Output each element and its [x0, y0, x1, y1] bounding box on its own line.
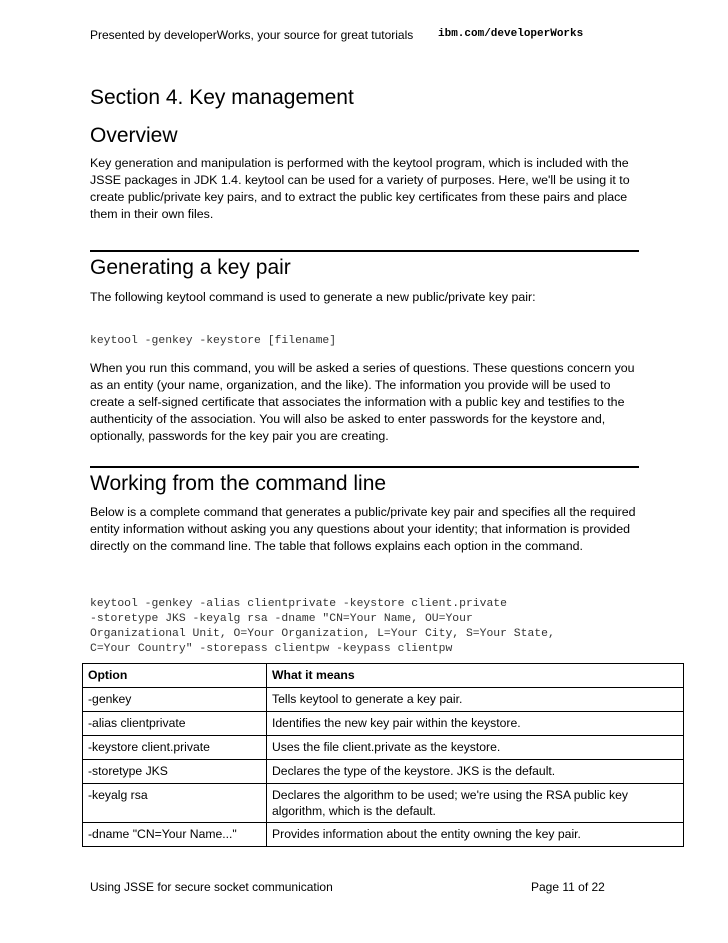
option-cell: -alias clientprivate — [83, 712, 267, 736]
table-header-cell: Option — [83, 664, 267, 688]
full-command-code-block: keytool -genkey -alias clientprivate -keystore client.private -storetype JKS -keyalg rsa -dname "CN=Your Name, OU=Your Organizational Unit, O=Your Organization, L=Your City, S=Your State, C=Your Country" -storepass clientpw -keypass clientpw — [90, 598, 555, 655]
meaning-cell: Provides information about the entity owning the key pair. — [267, 823, 684, 847]
option-cell: -storetype JKS — [83, 760, 267, 784]
option-cell: -genkey — [83, 688, 267, 712]
table-header-row — [83, 664, 684, 688]
table-row — [83, 688, 684, 712]
meaning-cell: Identifies the new key pair within the keystore. — [267, 712, 684, 736]
header-left-text: Presented by developerWorks, your source for great tutorials — [90, 28, 414, 42]
section-divider-2 — [90, 466, 639, 468]
table-row — [83, 760, 684, 784]
section-divider-1 — [90, 250, 639, 252]
table-row — [83, 784, 684, 823]
overview-paragraph: Key generation and manipulation is performed with the keytool program, which is included with the JSSE packages in JDK 1.4. keytool can be used for a variety of purposes. Here, we'll be using it to create public/private key pairs, and to extract the public key certificates from these pairs and place them in their own files. — [90, 156, 630, 221]
generating-intro: The following keytool command is used to generate a new public/private key pair: — [90, 290, 536, 304]
meaning-cell: Tells keytool to generate a key pair. — [267, 688, 684, 712]
section-title: Section 4. Key management — [90, 86, 354, 109]
generating-heading: Generating a key pair — [90, 256, 291, 279]
table-row — [83, 736, 684, 760]
generating-paragraph: When you run this command, you will be asked a series of questions. These questions concern you as an entity (your name, organization, and the like). The information you provide will be used to create a self-signed certificate that associates the information with a public key and testifies to the authenticity of the association. You will also be asked to enter passwords for the keystore and, optionally, passwords for the key pair you are creating. — [90, 361, 635, 443]
overview-heading: Overview — [90, 124, 178, 147]
table-row — [83, 712, 684, 736]
header-right-link[interactable]: ibm.com/developerWorks — [438, 28, 584, 40]
option-cell: -keyalg rsa — [83, 784, 267, 823]
options-table — [82, 663, 684, 847]
meaning-cell: Declares the type of the keystore. JKS is the default. — [267, 760, 684, 784]
command-line-paragraph: Below is a complete command that generates a public/private key pair and specifies all the required entity information without asking you any questions about your identity; that information is provided directly on the command line. The table that follows explains each option in the command. — [90, 505, 636, 553]
footer-page-number: Page 11 of 22 — [531, 880, 605, 894]
table-row — [83, 823, 684, 847]
footer-title: Using JSSE for secure socket communication — [90, 880, 333, 894]
genkey-code-block: keytool -genkey -keystore [filename] — [90, 335, 337, 347]
meaning-cell: Uses the file client.private as the keystore. — [267, 736, 684, 760]
command-line-heading: Working from the command line — [90, 472, 387, 495]
meaning-cell: Declares the algorithm to be used; we're using the RSA public key algorithm, which is the default. — [267, 784, 684, 823]
table-header-cell: What it means — [267, 664, 684, 688]
option-cell: -keystore client.private — [83, 736, 267, 760]
option-cell: -dname "CN=Your Name..." — [83, 823, 267, 847]
